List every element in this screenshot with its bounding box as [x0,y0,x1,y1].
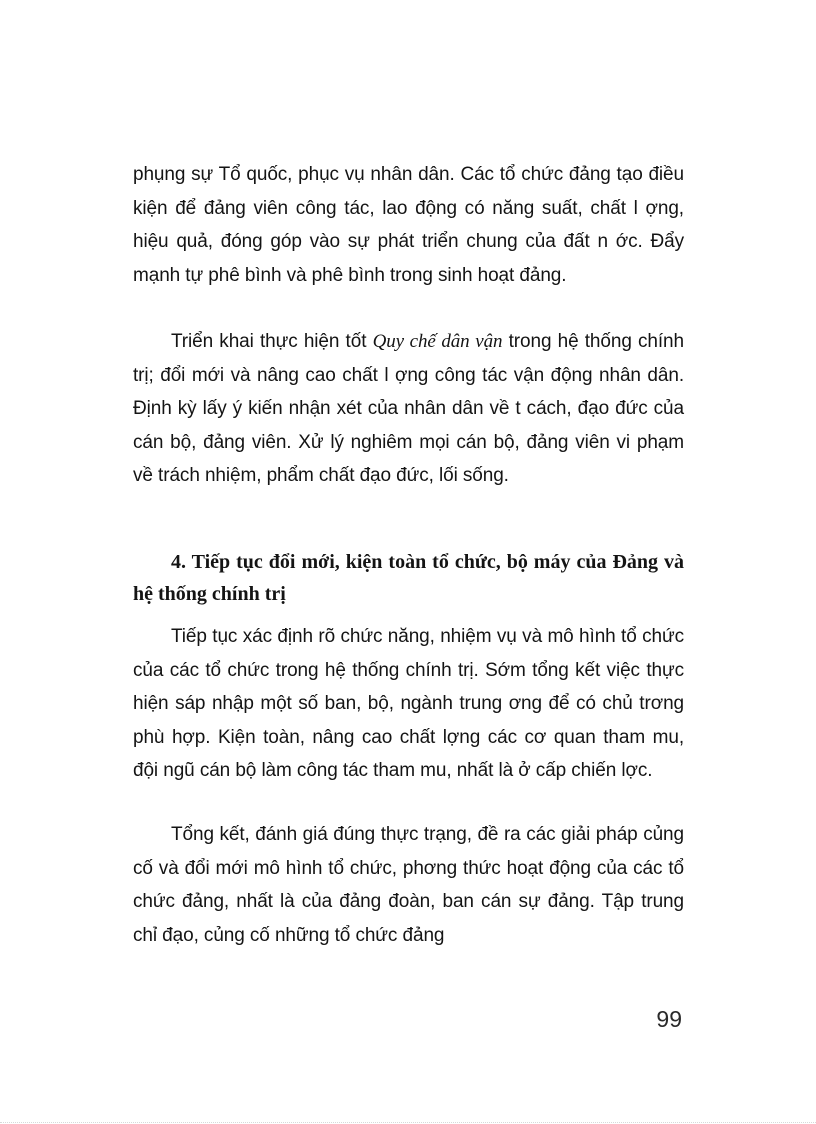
document-title-italic: Quy chế dân vận [372,331,503,352]
text-block-1 [133,158,684,292]
paragraph-chuc-nang: Tiếp tục xác định rõ chức năng, nhiệm vụ và mô hình tổ chức của các tổ chức trong hệ thống chính trị. Sớm tổng kết việc thực hiện sáp nhập một số ban, bộ, ngành trung ơng để có chủ trơng phù hợp. Kiện toàn, nâng cao chất lợng các cơ quan tham mu, đội ngũ cán bộ làm công tác tham mu, nhất là ở cấp chiến lợc. [133,626,684,781]
paragraph-continuation: phụng sự Tổ quốc, phục vụ nhân dân. Các tổ chức đảng tạo điều kiện để đảng viên công tác, lao động có năng suất, chất l ợng, hiệu quả, đóng góp vào sự phát triển chung của đất n ớc. Đẩy mạnh tự phê bình và phê bình trong sinh hoạt đảng. [133,164,684,286]
section-heading: 4. Tiếp tục đổi mới, kiện toàn tổ chức, bộ máy của Đảng và hệ thống chính trị [133,551,684,605]
paragraph-dan-van-start: Triển khai thực hiện tốt [171,331,373,352]
text-block-3 [133,620,684,788]
paragraph-dan-van [133,325,684,493]
page-number: 99 [656,1006,682,1032]
text-block-4 [133,818,684,952]
paragraph-dan-van-end: trong hệ thống chính trị; đổi mới và nâng cao chất l ợng công tác vận động nhân dân. Định kỳ lấy ý kiến nhận xét của nhân dân về t cách, đạo đức của cán bộ, đảng viên. Xử lý nghiêm mọi cán bộ, đảng viên vi phạm về trách nhiệm, phẩm chất đạo đức, lối sống. [133,331,684,486]
paragraph-tong-ket: Tổng kết, đánh giá đúng thực trạng, đề ra các giải pháp củng cố và đổi mới mô hình tổ chức, phơng thức hoạt động của các tổ chức đảng, nhất là của đảng đoàn, ban cán sự đảng. Tập trung chỉ đạo, củng cố những tổ chức đảng [133,824,684,946]
text-block-2 [133,325,684,493]
